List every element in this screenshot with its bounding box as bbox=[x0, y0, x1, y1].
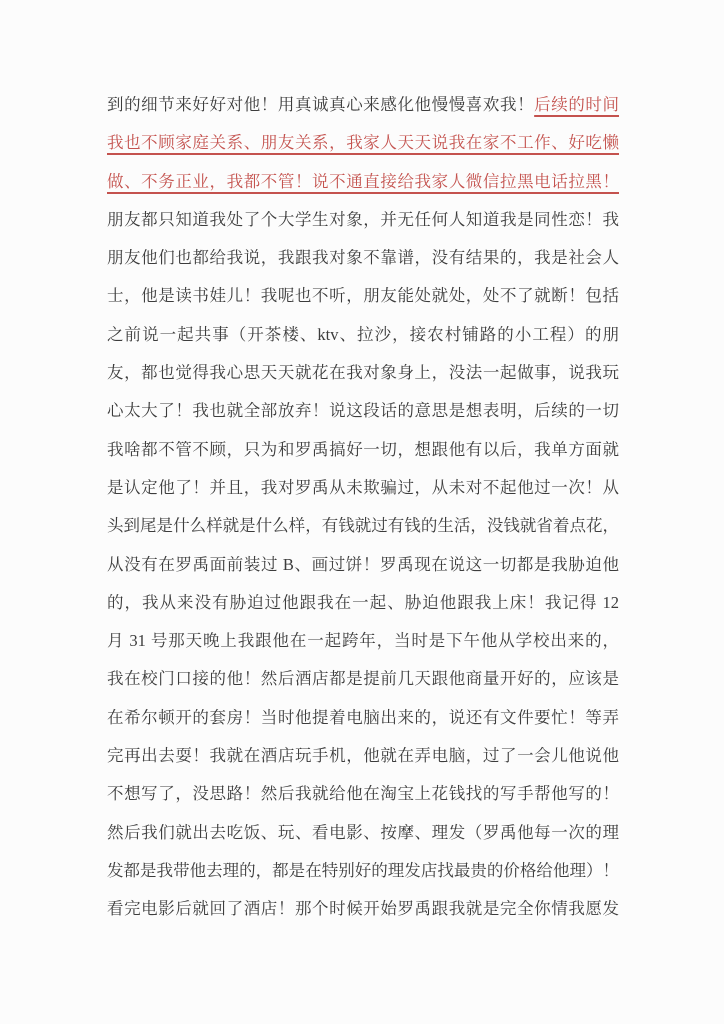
text-line bbox=[107, 890, 619, 928]
body-text: 从没有在罗禹面前装过 B、画过饼！罗禹现在说这一切都是我胁迫他 bbox=[107, 554, 619, 574]
body-text: 心太大了！我也就全部放弃！说这段话的意思是想表明，后续的一切 bbox=[107, 401, 619, 421]
body-text: 然后我们就出去吃饭、玩、看电影、按摩、理发（罗禹他每一次的理 bbox=[107, 822, 619, 842]
body-text: 看完电影后就回了酒店！那个时候开始罗禹跟我就是完全你情我愿发 bbox=[107, 899, 619, 919]
body-text: 到的细节来好好对他！用真诚真心来感化他慢慢喜欢我！ bbox=[107, 95, 535, 114]
body-text: 不想写了，没思路！然后我就给他在淘宝上花钱找的写手帮他写的！ bbox=[107, 784, 619, 804]
body-text: 头到尾是什么样就是什么样，有钱就过有钱的生活，没钱就省着点花， bbox=[107, 516, 619, 536]
body-text: 我啥都不管不顾，只为和罗禹搞好一切，想跟他有以后，我单方面就 bbox=[107, 439, 619, 459]
text-line bbox=[107, 660, 619, 698]
text-line bbox=[107, 622, 619, 660]
red-underlined-text: 后续的时间 bbox=[534, 95, 620, 114]
red-underlined-text: 我也不顾家庭关系、朋友关系，我家人天天说我在家不工作、好吃懒 bbox=[107, 133, 619, 153]
text-line bbox=[107, 852, 619, 890]
body-text: 的，我从来没有胁迫过他跟我在一起、胁迫他跟我上床！我记得 12 bbox=[107, 592, 619, 612]
body-text: 士，他是读书娃儿！我呢也不听，朋友能处就处，处不了就断！包括 bbox=[107, 286, 619, 306]
text-line bbox=[107, 354, 619, 392]
body-text: 朋友都只知道我处了个大学生对象，并无任何人知道我是同性恋！我 bbox=[107, 209, 619, 229]
body-text: 朋友他们也都给我说，我跟我对象不靠谱，没有结果的，我是社会人 bbox=[107, 248, 619, 268]
text-line bbox=[107, 239, 619, 277]
paragraph-text bbox=[107, 86, 619, 929]
text-line bbox=[107, 546, 619, 584]
text-line bbox=[107, 699, 619, 737]
text-line bbox=[107, 737, 619, 775]
text-line bbox=[107, 507, 619, 545]
body-text: 我在校门口接的他！然后酒店都是提前几天跟他商量开好的，应该是 bbox=[107, 669, 619, 689]
body-text: 在希尔顿开的套房！当时他提着电脑出来的，说还有文件要忙！等弄 bbox=[107, 707, 619, 727]
body-text: 完再出去耍！我就在酒店玩手机，他就在弄电脑，过了一会儿他说他 bbox=[107, 746, 619, 766]
text-line bbox=[107, 469, 619, 507]
text-line bbox=[107, 86, 619, 124]
text-line bbox=[107, 277, 619, 315]
text-line bbox=[107, 316, 619, 354]
text-line bbox=[107, 431, 619, 469]
text-line bbox=[107, 392, 619, 430]
red-underlined-text: 做、不务正业，我都不管！说不通直接给我家人微信拉黑电话拉黑！ bbox=[107, 171, 619, 191]
text-line bbox=[107, 124, 619, 162]
body-text: 月 31 号那天晚上我跟他在一起跨年，当时是下午他从学校出来的， bbox=[107, 631, 619, 651]
body-text: 发都是我带他去理的，都是在特别好的理发店找最贵的价格给他理）！ bbox=[107, 860, 619, 880]
body-text: 友，都也觉得我心思天天就花在我对象身上，没法一起做事，说我玩 bbox=[107, 363, 619, 383]
body-text: 是认定他了！并且，我对罗禹从未欺骗过，从未对不起他过一次！从 bbox=[107, 477, 619, 497]
text-line bbox=[107, 814, 619, 852]
text-line bbox=[107, 201, 619, 239]
text-line bbox=[107, 584, 619, 622]
text-line bbox=[107, 775, 619, 813]
body-text: 之前说一起共事（开茶楼、ktv、拉沙，接农村铺路的小工程）的朋 bbox=[107, 324, 619, 344]
text-line bbox=[107, 163, 619, 201]
